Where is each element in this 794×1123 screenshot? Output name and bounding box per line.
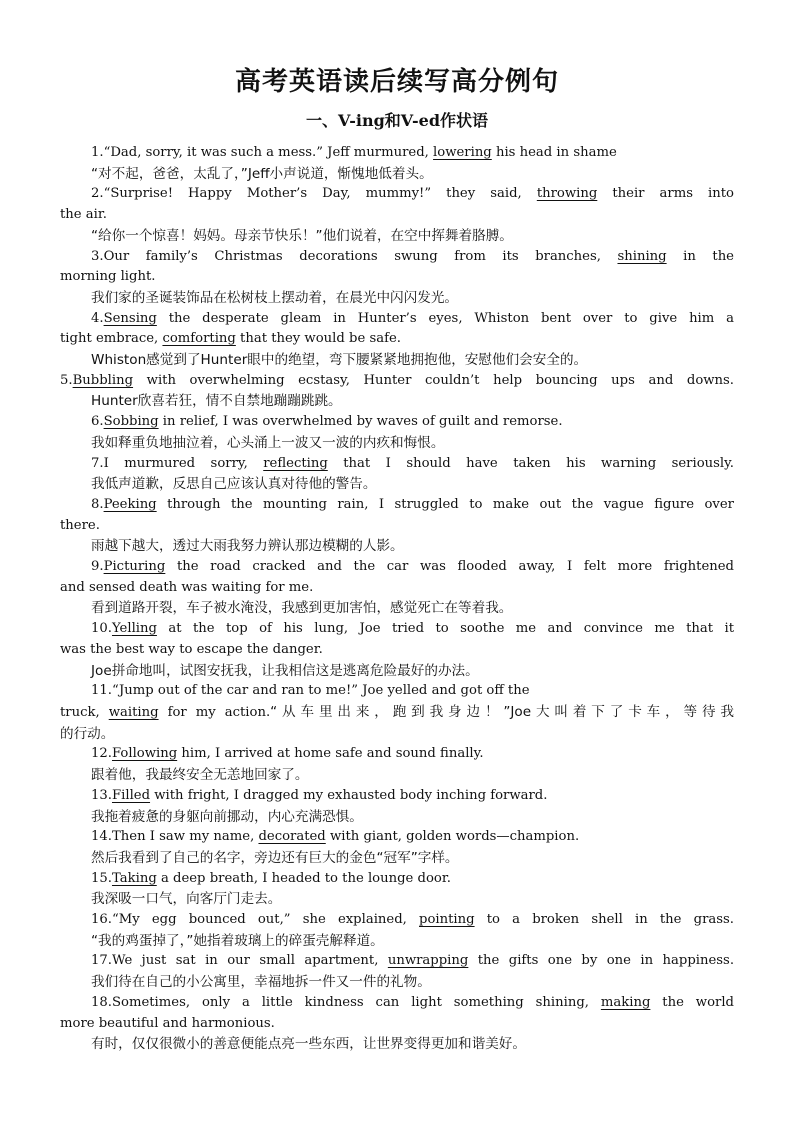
translation-line: 我们待在自己的小公寓里，幸福地拆一件又一件的礼物。 [91,974,431,991]
example-line: there. [60,517,100,533]
example-line: the air. [60,207,107,223]
example-line: 18.Sometimes, only a little kindness can light something shining, making the world [91,994,734,1010]
example-line: 6.Sobbing in relief, I was overwhelmed by waves of guilt and remorse. [91,414,563,430]
example-line: 15.Taking a deep breath, I headed to the lounge door. [91,870,451,886]
translation-line: Whiston感觉到了Hunter眼中的绝望，弯下腰紧紧地拥抱他，安慰他们会安全的。 [91,352,588,369]
translation-line: 有时，仅仅很微小的善意便能点亮一些东西，让世界变得更加和谐美好。 [91,1036,526,1053]
example-line: 10.Yelling at the top of his lung, Joe tried to soothe me and convince me that it [91,621,734,637]
underlined-word: Peeking [103,496,157,512]
translation-line: Joe拼命地叫，试图安抚我，让我相信这是逃离危险最好的办法。 [91,662,479,679]
example-line: 4.Sensing the desperate gleam in Hunter’s eyes, Whiston bent over to give him a [91,310,734,326]
translation-line: 看到道路开裂，车子被水淹没，我感到更加害怕，感觉死亡在等着我。 [91,600,513,617]
underlined-word: Filled [111,787,151,803]
underlined-word: Picturing [103,559,166,575]
example-line: 14.Then I saw my name, decorated with giant, golden words—champion. [91,829,580,845]
example-line: 8.Peeking through the mounting rain, I struggled to make out the vague figure over [91,496,734,512]
translation-line: 我如释重负地抽泣着，心头涌上一波又一波的内疚和悔恨。 [91,434,445,451]
underlined-word: making [600,994,651,1010]
example-line: truck, waiting for my action.“从车里出来，跑到我身边！”Joe大叫着下了卡车，等待我 [60,703,735,720]
translation-line: 跟着他，我最终安全无恙地回家了。 [91,767,309,784]
underlined-word: reflecting [263,455,328,471]
example-line: 9.Picturing the road cracked and the car was flooded away, I felt more frightened [91,559,734,575]
translation-line: 的行动。 [60,725,115,742]
example-line: 1.“Dad, sorry, it was such a mess.” Jeff murmured, lowering his head in shame [91,145,617,160]
example-line: 12.Following him, I arrived at home safe and sound finally. [91,746,484,762]
translation-line: 我低声道歉，反思自己应该认真对待他的警告。 [91,476,377,493]
example-line: tight embrace, comforting that they would be safe. [60,331,401,347]
underlined-word: Following [111,746,178,762]
example-line: more beautiful and harmonious. [60,1015,275,1031]
translation-line: 然后我看到了自己的名字，旁边还有巨大的金色“冠军”字样。 [91,849,459,866]
underlined-word: Taking [111,870,157,886]
example-line: 13.Filled with fright, I dragged my exhausted body inching forward. [91,787,548,803]
translation-line: 雨越下越大，透过大雨我努力辨认那边模糊的人影。 [91,538,404,555]
example-line: 11.“Jump out of the car and ran to me!” Joe yelled and got off the [91,683,530,699]
example-list [60,143,734,1055]
example-line: and sensed death was waiting for me. [60,579,314,595]
underlined-word: waiting [108,704,159,720]
example-line: 5.Bubbling with overwhelming ecstasy, Hunter couldn’t help bouncing ups and downs. [60,372,734,388]
underlined-word: pointing [419,912,475,928]
underlined-word: Yelling [111,621,157,637]
example-line: was the best way to escape the danger. [60,641,323,657]
example-line: morning light. [60,269,156,285]
translation-line: 我们家的圣诞装饰品在松树枝上摆动着，在晨光中闪闪发光。 [91,289,459,306]
example-line: 3.Our family’s Christmas decorations swung from its branches, shining in the [91,248,734,264]
page-title: 高考英语读后续写高分例句 [234,67,559,97]
example-line: 17.We just sat in our small apartment, unwrapping the gifts one by one in happiness. [91,953,735,969]
underlined-word: lowering [433,145,492,160]
document-page [60,64,734,1055]
translation-inline: “从车里出来，跑到我身边！”Joe大叫着下了卡车，等待我 [270,703,735,720]
translation-line: “给你一个惊喜！妈妈。母亲节快乐！”他们说着，在空中挥舞着胳膊。 [91,227,513,244]
underlined-word: decorated [258,829,326,845]
underlined-word: Bubbling [72,372,134,388]
example-line: 7.I murmured sorry, reflecting that I should have taken his warning seriously. [91,455,734,471]
underlined-word: shining [617,248,667,264]
example-line: 16.“My egg bounced out,” she explained, pointing to a broken shell in the grass. [91,912,734,928]
translation-line: 我深吸一口气，向客厅门走去。 [91,891,282,908]
underlined-word: throwing [536,186,598,202]
translation-line: “我的鸡蛋掉了，”她指着玻璃上的碎蛋壳解释道。 [91,932,384,949]
translation-line: Hunter欣喜若狂，情不自禁地蹦蹦跳跳。 [91,393,342,410]
section-heading: 一、V-ing和V-ed作状语 [305,111,489,130]
example-line: 2.“Surprise! Happy Mother’s Day, mummy!” they said, throwing their arms into [91,186,735,202]
translation-line: “对不起，爸爸，太乱了，”Jeff小声说道，惭愧地低着头。 [91,165,433,182]
underlined-word: comforting [162,331,236,347]
underlined-word: Sensing [103,310,157,326]
underlined-word: unwrapping [387,953,469,969]
underlined-word: Sobbing [103,414,159,430]
translation-line: 我拖着疲惫的身躯向前挪动，内心充满恐惧。 [91,808,363,825]
